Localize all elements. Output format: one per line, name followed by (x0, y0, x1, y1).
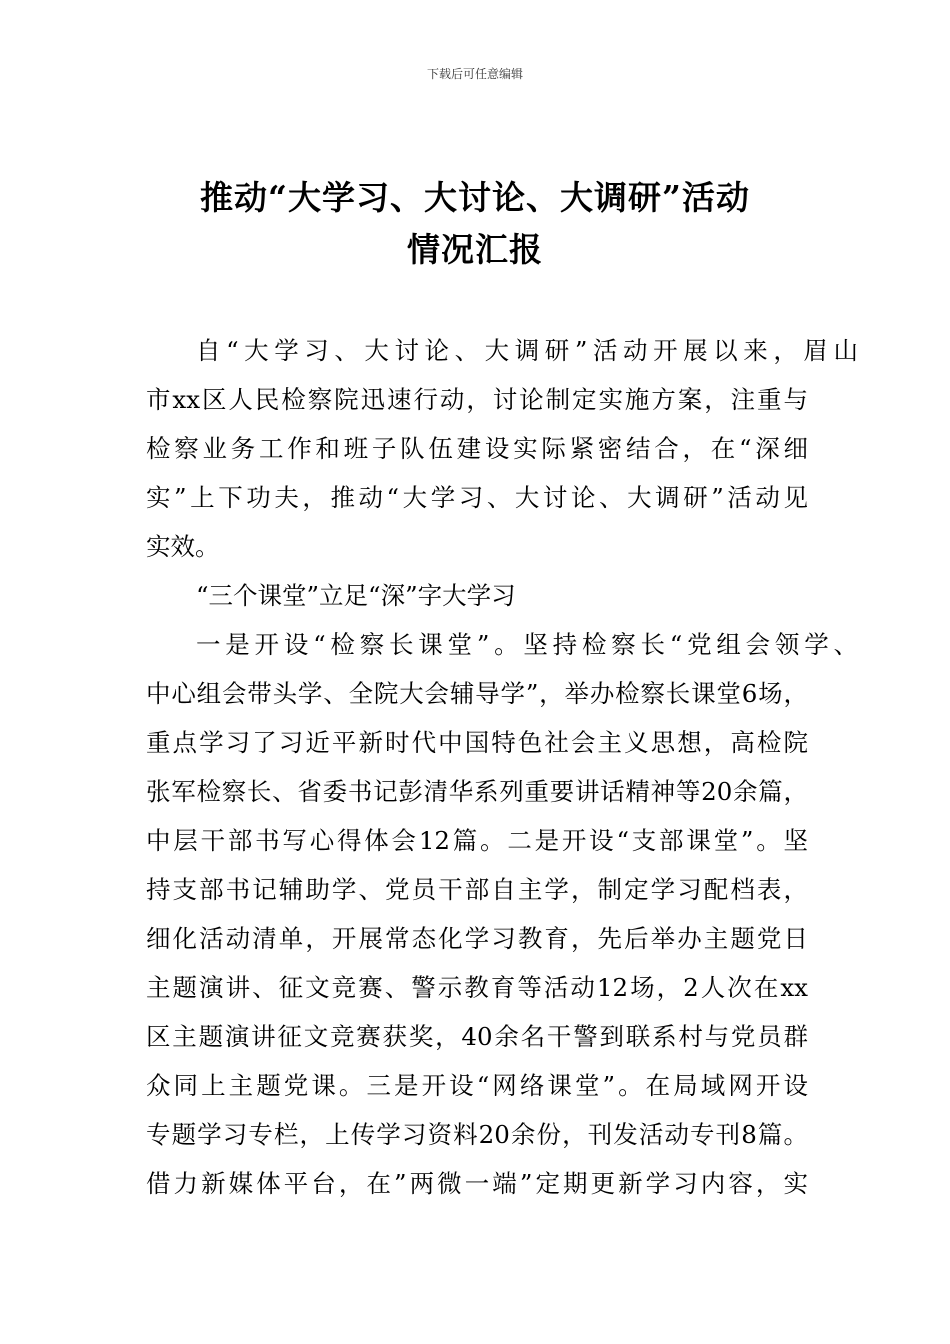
title-line-1: 推动“大学习、大讨论、大调研”活动 (200, 178, 750, 217)
paragraph-line: 中层干部书写心得体会12篇。二是开设“支部课堂”。坚 (146, 826, 808, 855)
paragraph-line: 持支部书记辅助学、党员干部自主学，制定学习配档表， (146, 875, 808, 904)
paragraph-line: 众同上主题党课。三是开设“网络课堂”。在局域网开设 (146, 1071, 808, 1100)
paragraph-line: 市xx区人民检察院迅速行动，讨论制定实施方案，注重与 (146, 385, 808, 414)
header-note: 下载后可任意编辑 (426, 67, 523, 81)
paragraph-line: 细化活动清单，开展常态化学习教育，先后举办主题党日 (146, 924, 808, 953)
paragraph-line: 自“大学习、大讨论、大调研”活动开展以来，眉山 (196, 336, 858, 365)
paragraph-line: 专题学习专栏，上传学习资料20余份，刊发活动专刊8篇。 (146, 1120, 808, 1149)
paragraph-line: 实”上下功夫，推动“大学习、大讨论、大调研”活动见 (146, 483, 808, 512)
document-title (0, 172, 950, 276)
paragraph-line: 借力新媒体平台，在”两微一端”定期更新学习内容，实 (146, 1169, 808, 1198)
paragraph-line: 重点学习了习近平新时代中国特色社会主义思想，高检院 (146, 728, 808, 757)
paragraph-line: 主题演讲、征文竞赛、警示教育等活动12场，2人次在xx (146, 973, 808, 1002)
paragraph-line: 检察业务工作和班子队伍建设实际紧密结合，在“深细 (146, 434, 808, 463)
title-line-2: 情况汇报 (407, 230, 543, 269)
paragraph-line: 区主题演讲征文竞赛获奖，40余名干警到联系村与党员群 (146, 1022, 808, 1051)
section-heading: “三个课堂”立足“深”字大学习 (196, 581, 516, 610)
paragraph-line: 张军检察长、省委书记彭清华系列重要讲话精神等20余篇， (146, 777, 808, 806)
paragraph-line: 中心组会带头学、全院大会辅导学”，举办检察长课堂6场， (146, 679, 808, 708)
document-body (146, 326, 858, 1208)
paragraph-line: 实效。 (146, 532, 220, 561)
paragraph-line: 一是开设“检察长课堂”。坚持检察长“党组会领学、 (196, 630, 858, 659)
